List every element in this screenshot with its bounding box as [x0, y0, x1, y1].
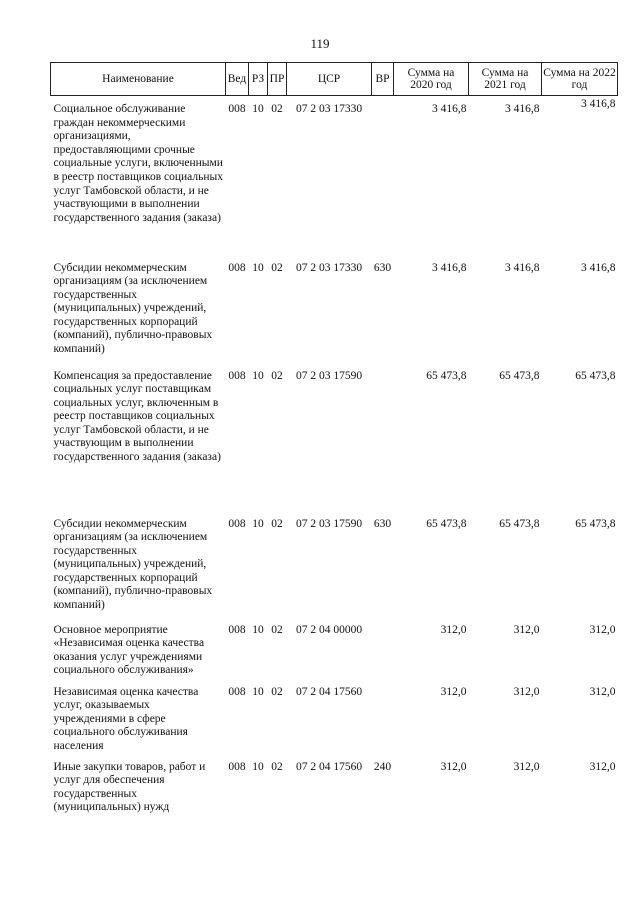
table-header-row	[51, 63, 618, 96]
row-sum-2021: 65 473,8	[499, 517, 540, 530]
row-csr: 07 2 03 17330	[295, 103, 363, 115]
row-csr: 07 2 03 17590	[295, 369, 363, 382]
row-sum-2020: 3 416,8	[432, 103, 467, 115]
row-sum-2022: 3 416,8	[581, 98, 616, 110]
row-ved: 008	[228, 685, 246, 698]
row-vr	[372, 624, 394, 686]
header-rz: РЗ	[249, 63, 268, 96]
row-sum-2022: 312,0	[589, 623, 616, 636]
row-sum-2022: 3 416,8	[581, 261, 616, 274]
row-vr: 630	[373, 517, 392, 530]
row-name: Компенсация за предоставление социальных услуг поставщикам социальных услуг, включенным в реестр поставщиков социальных услуг Тамбовской области, и не участвующим в выполнении государственного задания (заказа)	[53, 369, 221, 464]
row-pr: 02	[271, 517, 283, 530]
row-rz: 10	[252, 261, 264, 274]
row-ved: 008	[228, 760, 246, 773]
row-sum-2021: 65 473,8	[499, 369, 540, 382]
row-name: Субсидии некоммерческим организациям (за исключением государственных (муниципальных) учреждений, государственных корпораций (компаний), публично-правовых компаний)	[53, 261, 213, 356]
row-sum-2020: 312,0	[440, 623, 467, 636]
row-rz: 10	[252, 103, 264, 115]
row-sum-2020: 312,0	[440, 685, 467, 698]
table-row	[51, 518, 618, 624]
row-pr: 02	[271, 261, 283, 274]
row-sum-2022: 65 473,8	[575, 369, 616, 382]
row-sum-2021: 312,0	[513, 760, 540, 773]
row-pr: 02	[271, 623, 283, 636]
row-name: Субсидии некоммерческим организациям (за исключением государственных (муниципальных) учреждений, государственных корпораций (компаний), публично-правовых компаний)	[53, 517, 213, 612]
row-csr: 07 2 04 00000	[295, 623, 363, 636]
row-sum-2020: 3 416,8	[432, 261, 467, 274]
row-ved: 008	[228, 369, 246, 382]
row-name: Основное мероприятие «Независимая оценка качества оказания услуг учреждениями социального обслуживания»	[53, 623, 205, 677]
row-rz: 10	[252, 760, 264, 773]
header-csr: ЦСР	[287, 63, 372, 96]
header-sum-2020: Сумма на 2020 год	[394, 63, 469, 96]
row-sum-2021: 3 416,8	[505, 103, 540, 115]
row-pr: 02	[271, 369, 283, 382]
row-csr: 07 2 03 17330	[295, 261, 363, 274]
table-row	[51, 624, 618, 686]
row-rz: 10	[252, 517, 264, 530]
row-ved: 008	[228, 103, 246, 115]
row-sum-2020: 312,0	[440, 760, 467, 773]
row-csr: 07 2 03 17590	[295, 517, 363, 530]
row-pr: 02	[271, 760, 283, 773]
row-rz: 10	[252, 623, 264, 636]
header-sum-2021: Сумма на 2021 год	[469, 63, 542, 96]
table-row	[51, 761, 618, 823]
header-ved: Вед	[226, 63, 249, 96]
row-pr: 02	[271, 685, 283, 698]
header-pr: ПР	[268, 63, 287, 96]
header-sum-2022: Сумма на 2022 год	[542, 63, 618, 96]
header-vr: ВР	[372, 63, 394, 96]
table-row	[51, 96, 618, 262]
row-vr: 240	[373, 760, 392, 773]
header-name: Наименование	[51, 63, 226, 96]
row-sum-2021: 312,0	[513, 623, 540, 636]
row-name: Независимая оценка качества услуг, оказываемых учреждениями в сфере социального обслуживания населения	[53, 685, 199, 752]
row-vr	[372, 370, 394, 518]
table-row	[51, 262, 618, 370]
table-row	[51, 370, 618, 518]
row-sum-2022: 312,0	[589, 685, 616, 698]
row-sum-2022: 65 473,8	[575, 517, 616, 530]
row-vr	[372, 96, 394, 262]
row-sum-2021: 312,0	[513, 685, 540, 698]
row-csr: 07 2 04 17560	[295, 685, 363, 698]
row-sum-2022: 312,0	[589, 760, 616, 773]
row-vr: 630	[373, 261, 392, 274]
table-row	[51, 686, 618, 761]
row-ved: 008	[228, 623, 246, 636]
row-sum-2020: 65 473,8	[426, 517, 467, 530]
row-pr: 02	[271, 103, 283, 115]
row-sum-2021: 3 416,8	[505, 261, 540, 274]
row-rz: 10	[252, 369, 264, 382]
row-name: Иные закупки товаров, работ и услуг для обеспечения государственных (муниципальных) нужд	[53, 760, 206, 814]
row-name: Социальное обслуживание граждан некоммерческими организациями, предоставляющими срочные социальные услуги, включенными в реестр поставщиков социальных услуг Тамбовской области, и не участвующими в выполнении государственного задания (заказа)	[53, 103, 223, 224]
row-csr: 07 2 04 17560	[295, 760, 363, 773]
budget-table	[50, 62, 618, 823]
row-rz: 10	[252, 685, 264, 698]
row-ved: 008	[228, 517, 246, 530]
row-vr	[372, 686, 394, 761]
page-number: 119	[310, 36, 330, 51]
row-ved: 008	[228, 261, 246, 274]
row-sum-2020: 65 473,8	[426, 369, 467, 382]
